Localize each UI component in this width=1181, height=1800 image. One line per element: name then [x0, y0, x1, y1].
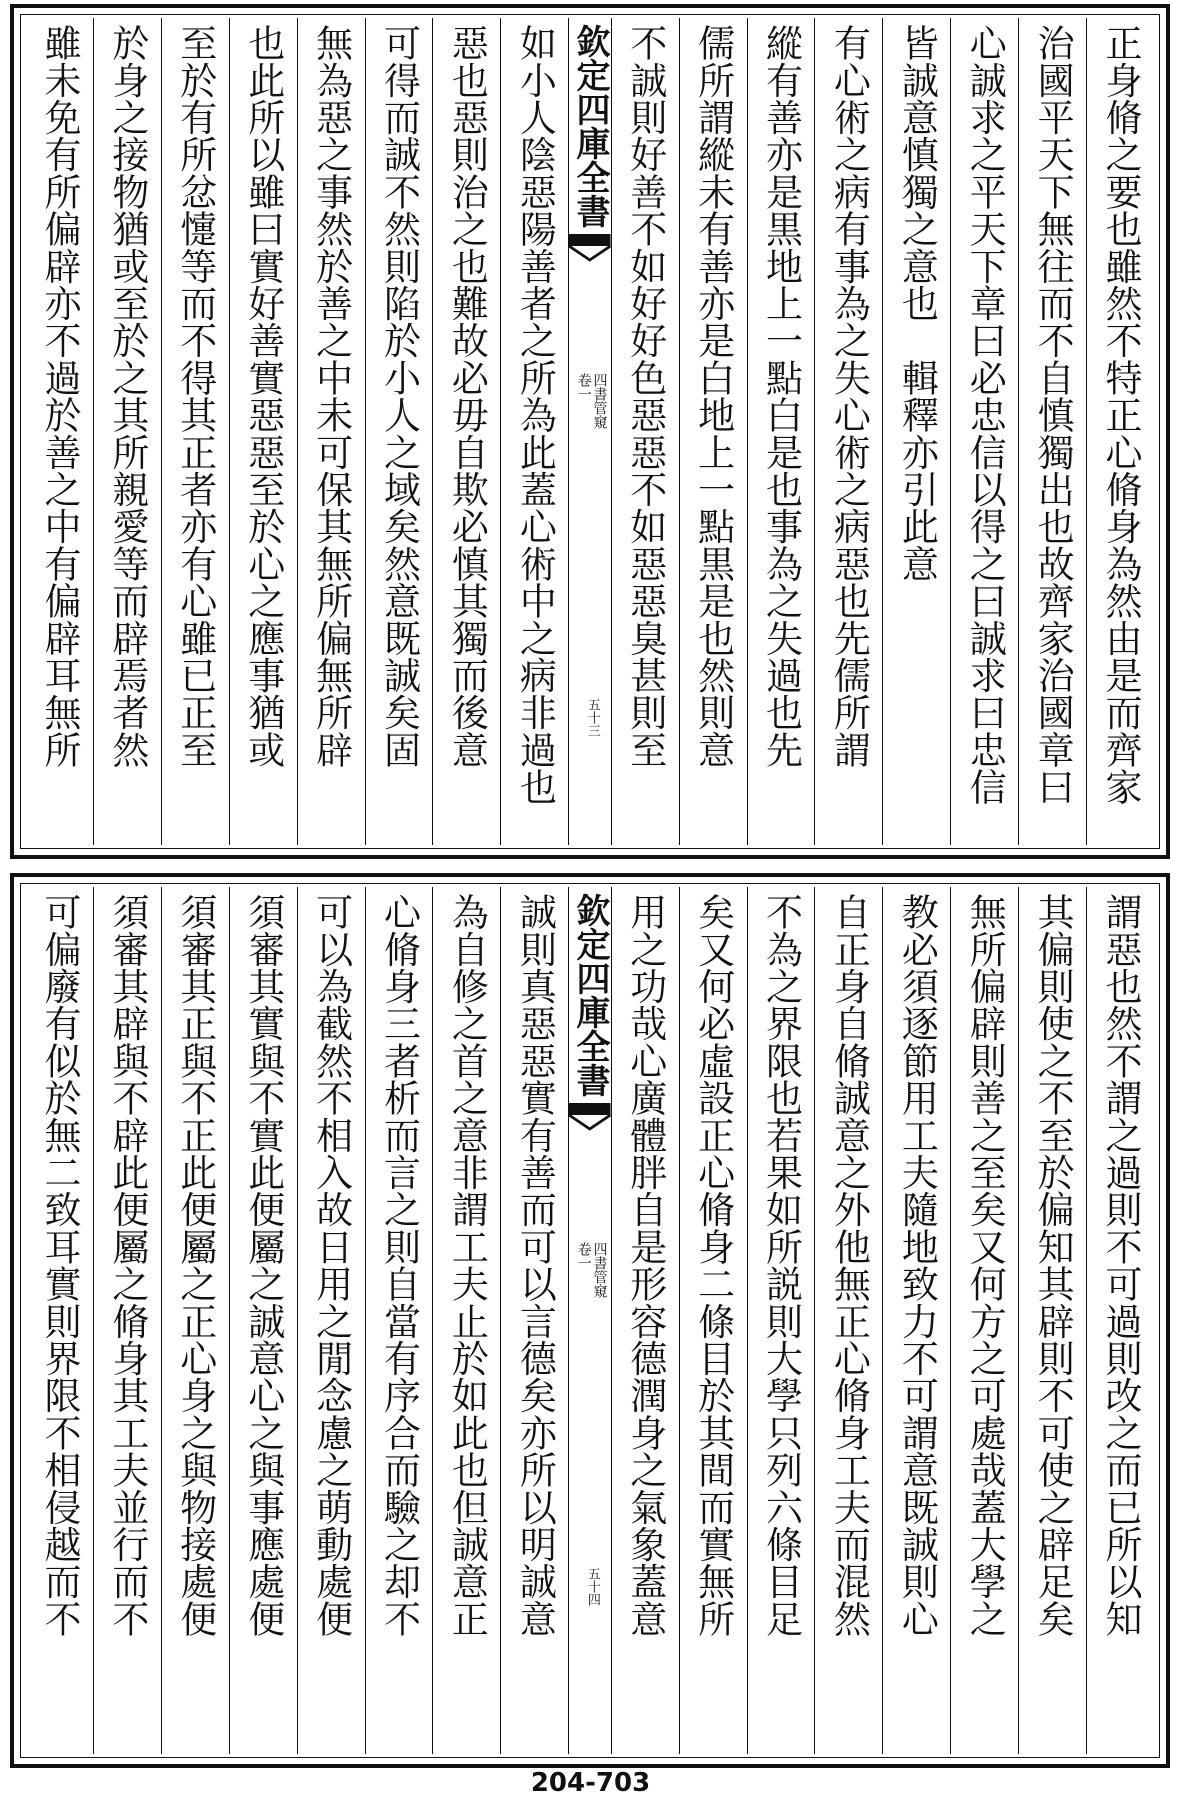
- text-column: [950, 887, 1018, 1754]
- column-text: 誠則真惡惡實有善而可以言德矣亦所以明誠意: [513, 893, 557, 1637]
- text-columns: [26, 18, 1154, 845]
- text-column: [1086, 887, 1154, 1754]
- column-text: 如小人陰惡陽善者之所為此蓋心術中之病非過也: [513, 24, 557, 806]
- banner-volume: 卷一: [575, 373, 592, 401]
- column-text: 正身脩之要也雖然不特正心脩身為然由是而齊家: [1099, 24, 1143, 806]
- column-text: 為自修之首之意非謂工夫止於如此也但誠意正: [445, 893, 489, 1637]
- column-text: 治國平天下無往而不自慎獨出也故齊家治國章曰: [1031, 24, 1075, 806]
- column-text: 也此所以雖曰實好善實惡惡至於心之應事猶或: [241, 24, 285, 768]
- page-panel-top: [10, 4, 1170, 859]
- text-column: [1018, 18, 1086, 845]
- text-column: [747, 887, 815, 1754]
- text-column: [679, 887, 747, 1754]
- column-text: 自正身自脩誠意之外他無正心脩身工夫而混然: [827, 893, 871, 1637]
- column-text: 矣又何必虛設正心脩身二條目於其間而實無所: [691, 893, 735, 1637]
- text-column: [26, 18, 93, 845]
- text-column: [882, 887, 950, 1754]
- text-column: [1086, 18, 1154, 845]
- text-column: [814, 887, 882, 1754]
- text-column: [161, 887, 229, 1754]
- column-text: 心脩身三者析而言之則自當有序合而驗之却不: [377, 893, 421, 1637]
- banner-page-number: 五十三: [584, 698, 600, 737]
- text-column: [679, 18, 747, 845]
- fish-tail-ornament-icon: [569, 1103, 610, 1131]
- column-text: 縱有善亦是黒地上一點白是也事為之失過也先: [759, 24, 803, 768]
- column-text: 謂惡也然不謂之過則不可過則改之而已所以知: [1099, 893, 1143, 1637]
- text-column: [229, 887, 297, 1754]
- text-column: [611, 18, 679, 845]
- text-column: [950, 18, 1018, 845]
- text-column: [611, 887, 679, 1754]
- column-text: 教必須逐節用工夫隨地致力不可謂意既誠則心: [895, 893, 939, 1637]
- column-text: 須審其實與不實此便屬之誠意心之與事應處便: [241, 893, 285, 1637]
- column-text: 無為惡之事然於善之中未可保其無所偏無所辟: [309, 24, 353, 768]
- column-text: 有心術之病有事為之失心術之病惡也先儒所謂: [827, 24, 871, 768]
- text-column: [365, 18, 433, 845]
- column-text: 可以為截然不相入故日用之閒念慮之萌動處便: [309, 893, 353, 1637]
- column-text: 至於有所忿懥等而不得其正者亦有心雖已正至: [173, 24, 217, 768]
- fish-tail-ornament-icon: [569, 234, 610, 262]
- banner-volume: 卷一: [575, 1242, 592, 1270]
- text-column: [882, 18, 950, 845]
- text-column: [229, 18, 297, 845]
- column-text: 其偏則使之不至於偏知其辟則不可使之辟足矣: [1031, 893, 1075, 1637]
- text-column: [814, 18, 882, 845]
- text-column: [1018, 887, 1086, 1754]
- text-column: [297, 18, 365, 845]
- column-text: 皆誠意慎獨之意也 輯釋亦引此意: [895, 24, 939, 582]
- column-text: 於身之接物猶或至於之其所親愛等而辟焉者然: [105, 24, 149, 768]
- banner-book-title: 四書管窺: [591, 1242, 608, 1298]
- column-text: 須審其正與不正此便屬之正心身之與物接處便: [173, 893, 217, 1637]
- column-text: 惡也惡則治之也難故必毋自欺必慎其獨而後意: [445, 24, 489, 768]
- column-text: 儒所謂縱未有善亦是白地上一點黒是也然則意: [691, 24, 735, 768]
- text-column: [500, 18, 568, 845]
- column-text: 不誠則好善不如好好色惡惡不如惡惡臭甚則至: [623, 24, 667, 768]
- center-banner: [568, 18, 610, 845]
- text-column: [432, 887, 500, 1754]
- banner-title: 欽定四庫全書: [570, 893, 610, 1097]
- column-text: 無所偏辟則善之至矣又何方之可處哉蓋大學之: [963, 893, 1007, 1637]
- banner-book-title: 四書管窺: [591, 373, 608, 429]
- column-text: 雖未免有所偏辟亦不過於善之中有偏辟耳無所: [37, 24, 81, 768]
- text-column: [500, 887, 568, 1754]
- text-column: [93, 18, 161, 845]
- text-column: [432, 18, 500, 845]
- text-column: [747, 18, 815, 845]
- banner-page-number: 五十四: [584, 1567, 600, 1606]
- page-footer-number: 204-703: [530, 1768, 651, 1798]
- column-text: 用之功哉心廣體胖自是形容德潤身之氣象蓋意: [623, 893, 667, 1637]
- page-panel-bottom: [10, 873, 1170, 1768]
- column-text: 心誠求之平天下章曰必忠信以得之曰誠求曰忠信: [963, 24, 1007, 806]
- text-columns: [26, 887, 1154, 1754]
- column-text: 不為之界限也若果如所説則大學只列六條目足: [759, 893, 803, 1637]
- column-text: 可偏廢有似於無二致耳實則界限不相侵越而不: [37, 893, 81, 1637]
- column-text: 須審其辟與不辟此便屬之脩身其工夫並行而不: [105, 893, 149, 1637]
- text-column: [365, 887, 433, 1754]
- text-column: [93, 887, 161, 1754]
- text-column: [26, 887, 93, 1754]
- text-column: [161, 18, 229, 845]
- banner-title: 欽定四庫全書: [570, 24, 610, 228]
- column-text: 可得而誠不然則陷於小人之域矣然意既誠矣固: [377, 24, 421, 768]
- text-column: [297, 887, 365, 1754]
- center-banner: [568, 887, 610, 1754]
